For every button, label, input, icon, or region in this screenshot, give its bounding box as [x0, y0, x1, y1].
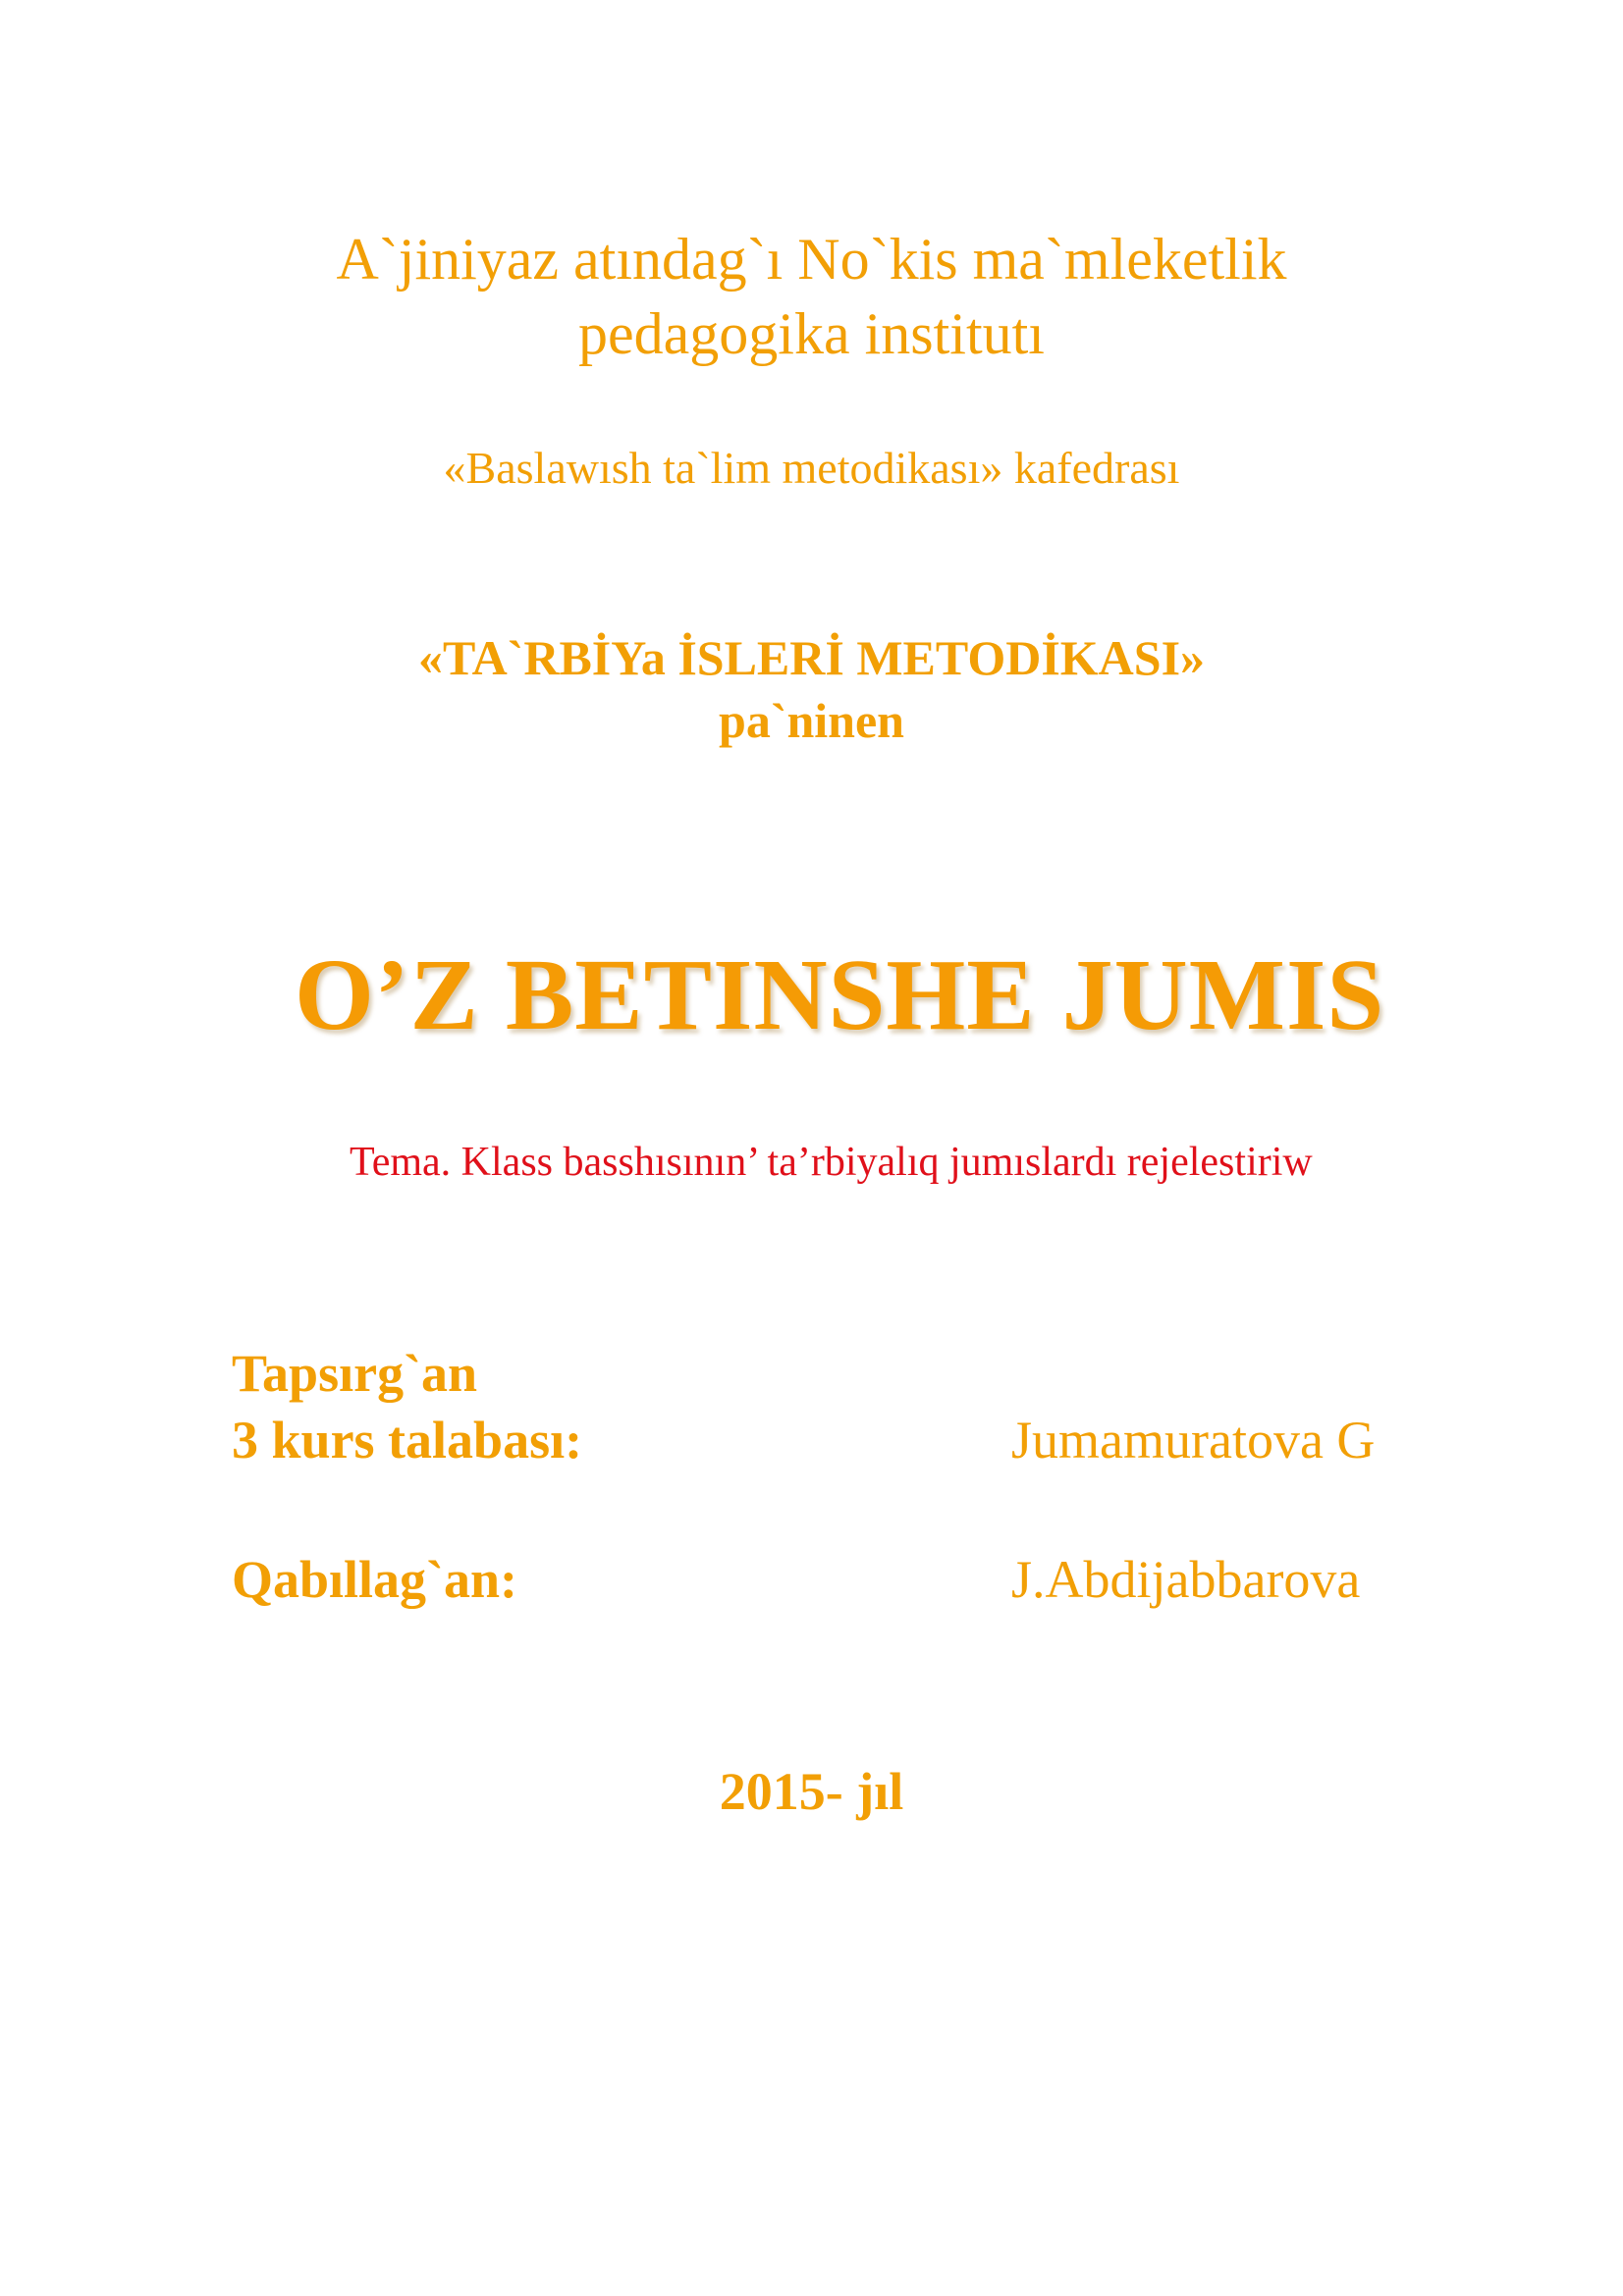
accepted-label: Qabıllag`an:	[232, 1550, 518, 1609]
submitted-label-line-1: Tapsırg`an	[232, 1344, 478, 1403]
subject-name-line-1: «TA`RBİYa İSLERİ METODİKASI»	[417, 630, 1206, 685]
submitted-label-line-2: 3 kurs talabası:	[232, 1411, 583, 1469]
year: 2015- jıl	[719, 1762, 904, 1821]
submitted-name: Jumamuratova G	[1011, 1411, 1376, 1469]
theme-text: Tema. Klass basshısının’ ta’rbiyalıq jumıslardı rejelestiriw	[350, 1140, 1313, 1185]
institute-name	[0, 222, 1623, 371]
work-title: O’Z BETINSHE JUMIS	[295, 938, 1385, 1051]
institute-name-line-2: pedagogika institutı	[578, 301, 1045, 366]
accepted-name: J.Abdijabbarova	[1011, 1550, 1361, 1609]
subject-name-line-2: pa`ninen	[719, 693, 904, 748]
subject-name	[0, 626, 1623, 752]
institute-name-line-1: A`jiniyaz atındag`ı No`kis ma`mleketlik	[336, 227, 1287, 292]
department-name: «Baslawısh ta`lim metodikası» kafedrası	[443, 443, 1180, 493]
